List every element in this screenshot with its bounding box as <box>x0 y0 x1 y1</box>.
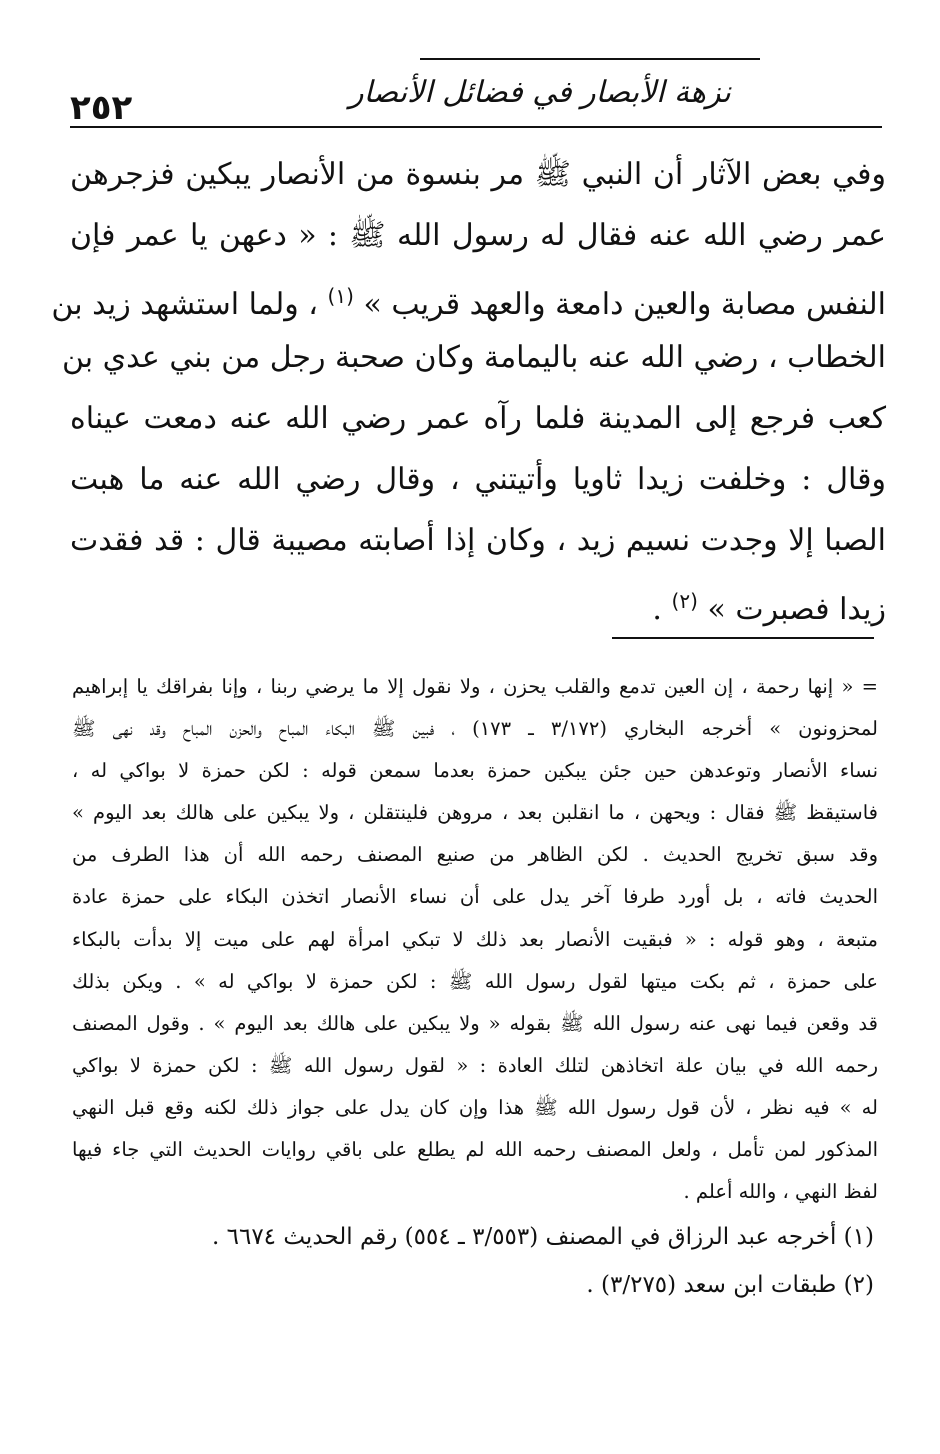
page-number: ٢٥٢ <box>70 88 133 128</box>
footnote-separator <box>612 637 874 639</box>
footnote-continued <box>72 666 878 1213</box>
footnotes <box>72 666 878 1309</box>
footnote-line: على حمزة ، ثم بكت ميتها لقول رسول الله ﷺ : لكن حمزة لا بواكي له » . ويكن بذلك <box>72 969 878 993</box>
running-title: نزهة الأبصار في فضائل الأنصار <box>349 74 731 110</box>
body-line: الصبا إلا وجدت نسيم زيد ، وكان إذا أصابته مصيبة قال : قد فقدت <box>70 523 886 558</box>
page-header <box>70 50 882 130</box>
body-line-text: زيدا فصبرت » <box>707 592 886 627</box>
body-line: وفي بعض الآثار أن النبي ﷺ مر بنسوة من الأنصار يبكين فزجرهن <box>70 157 886 192</box>
footnote-line: متبعة ، وهو قوله : « فبقيت الأنصار بعد ذلك لا تبكي امرأة لهم على ميت إلا بدأت بالبكاء <box>72 927 878 951</box>
body-line <box>51 266 886 327</box>
body-line: كعب فرجع إلى المدينة فلما رآه عمر رضي الله عنه دمعت عيناه <box>70 401 886 436</box>
footnote-line: وقد سبق تخريج الحديث . لكن الظاهر من صنيع المصنف رحمه الله أن هذا الطرف من <box>72 843 878 867</box>
body-line-text: النفس مصابة والعين دامعة والعهد قريب » <box>363 287 886 322</box>
footnote-line: رحمه الله في بيان علة اتخاذهن لتلك العادة : « لقول رسول الله ﷺ : لكن حمزة لا بواكي <box>72 1053 878 1077</box>
footnote-line: = « إنها رحمة ، إن العين تدمع والقلب يحزن ، ولا نقول إلا ما يرضي ربنا ، وإنا بفراقك يا إبراهيم <box>72 675 878 698</box>
footnote-line: الحديث فاته ، بل أورد طرفا آخر يدل على أن نساء الأنصار اتخذن البكاء على حمزة عادة <box>72 885 878 909</box>
body-line: وقال : وخلفت زيدا ثاويا وأتيتني ، وقال رضي الله عنه ما هبت <box>70 462 886 497</box>
main-text <box>51 144 886 632</box>
header-rule <box>70 126 882 128</box>
footnote-line: نساء الأنصار وتوعدهن حين جئن يبكين حمزة بعدما سمعن قوله : لكن حمزة لا بواكي له ، <box>72 759 878 783</box>
footnote-line: فاستيقظ ﷺ فقال : ويحهن ، ما انقلبن بعد ، مروهن فلينتقلن ، ولا يبكين على هالك بعد اليوم » <box>72 801 878 825</box>
footnote-line: لفظ النهي ، والله أعلم . <box>683 1180 878 1204</box>
footnote-line: المذكور لمن تأمل ، ولعل المصنف رحمه الله لم يطلع على باقي روايات الحديث التي جاء فيها <box>72 1138 878 1162</box>
body-line: عمر رضي الله عنه فقال له رسول الله ﷺ : « دعهن يا عمر فإن <box>70 218 886 253</box>
body-line-tail: ، ولما استشهد زيد بن <box>51 287 318 322</box>
footnote-line: لمحزونون » أخرجه البخاري (٣/١٧٢ ـ ١٧٣) ، فبين ﷺ البكاء المباح والحزن المباح وقد نهى ﷺ <box>72 717 878 741</box>
footnote-line: له » فيه نظر ، لأن قول رسول الله ﷺ هذا وإن كان يدل على جواز ذلك لكنه وقع قبل النهي <box>72 1095 878 1119</box>
body-line-tail: . <box>652 592 662 627</box>
footnote-2: (٢) طبقات ابن سعد (٣/٢٧٥) . <box>586 1272 874 1299</box>
footnote-1: (١) أخرجه عبد الرزاق في المصنف (٣/٥٥٣ ـ ٥٥٤) رقم الحديث ٦٦٧٤ . <box>211 1224 874 1251</box>
body-line <box>70 571 886 632</box>
footnote-ref-1: (١) <box>327 284 354 308</box>
footnote-ref-2: (٢) <box>671 589 698 613</box>
body-line: الخطاب ، رضي الله عنه باليمامة وكان صحبة رجل من بني عدي بن <box>61 340 886 375</box>
footnote-line: قد وقعن فيما نهى عنه رسول الله ﷺ بقوله « ولا يبكين على هالك بعد اليوم » . وقول المصنف <box>72 1011 878 1035</box>
